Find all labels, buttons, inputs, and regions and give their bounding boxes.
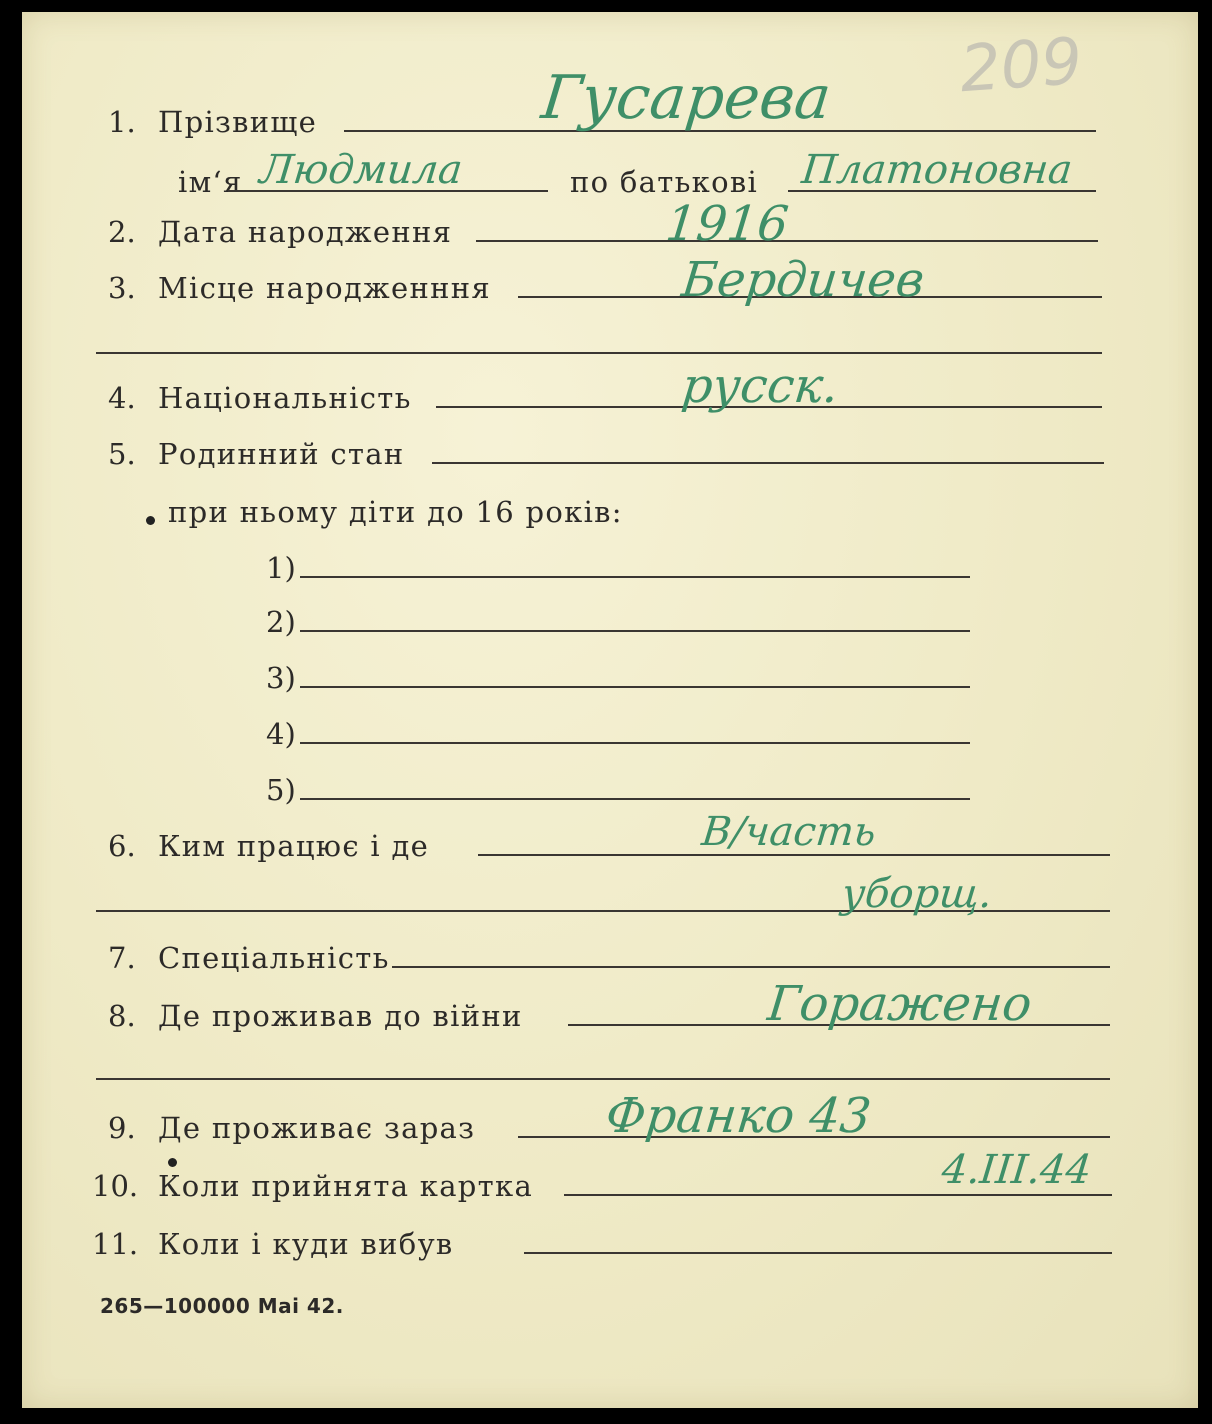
child-number: 2): [266, 605, 296, 639]
marital-status-line: [432, 462, 1104, 464]
surname-label: Прізвище: [158, 105, 318, 139]
prewar-residence-value: Горажено: [765, 976, 1035, 1032]
departed-line: [524, 1252, 1112, 1254]
birth-place-label: Місце народженння: [158, 271, 491, 305]
first-name-label: ім‘я: [178, 165, 243, 199]
birth-place-line-2: [96, 352, 1102, 354]
child-number: 1): [266, 551, 296, 585]
prewar-residence-line-2: [96, 1078, 1110, 1080]
field-number: 4.: [108, 381, 136, 415]
field-number: 7.: [108, 941, 136, 975]
child-line: [300, 686, 970, 688]
field-number: 11.: [92, 1227, 139, 1261]
child-line: [300, 630, 970, 632]
child-number: 5): [266, 773, 296, 807]
work-label: Ким працює і де: [158, 829, 430, 863]
patronymic-label: по батькові: [570, 165, 759, 199]
current-residence-value: Франко 43: [603, 1088, 874, 1144]
card-accepted-line: [564, 1194, 1112, 1196]
field-number: 6.: [108, 829, 136, 863]
departed-label: Коли і куди вибув: [158, 1227, 454, 1261]
child-line: [300, 798, 970, 800]
card-number-stamp: 209: [957, 24, 1085, 108]
specialty-line: [392, 966, 1110, 968]
current-residence-label: Де проживає зараз: [158, 1111, 476, 1145]
card-accepted-value: 4.III.44: [939, 1147, 1094, 1193]
print-code-footer: 265—100000 Mai 42.: [100, 1294, 344, 1318]
field-number: 5.: [108, 437, 136, 471]
birth-date-value: 1916: [663, 196, 792, 252]
marital-status-label: Родинний стан: [158, 437, 405, 471]
child-number: 4): [266, 717, 296, 751]
ink-dot: [146, 516, 155, 525]
card-accepted-label: Коли прийнята картка: [158, 1169, 534, 1203]
field-number: 2.: [108, 215, 136, 249]
nationality-value: русск.: [679, 358, 842, 414]
child-line: [300, 576, 970, 578]
work-value-line2: уборщ.: [839, 871, 995, 917]
surname-value: Гусарева: [538, 63, 835, 133]
field-number: 10.: [92, 1169, 139, 1203]
patronymic-value: Платоновна: [799, 147, 1075, 193]
specialty-label: Спеціальність: [158, 941, 390, 975]
birth-date-line: [476, 240, 1098, 242]
birth-date-label: Дата народження: [158, 215, 453, 249]
field-number: 8.: [108, 999, 136, 1033]
birth-place-value: Бердичев: [679, 252, 927, 308]
registration-card: [22, 12, 1198, 1408]
field-number: 1.: [108, 105, 136, 139]
field-number: 9.: [108, 1111, 136, 1145]
children-heading: при ньому діти до 16 років:: [168, 495, 623, 529]
prewar-residence-label: Де проживав до війни: [158, 999, 523, 1033]
child-line: [300, 742, 970, 744]
field-number: 3.: [108, 271, 136, 305]
first-name-value: Людмила: [257, 147, 465, 193]
ink-dot: [168, 1158, 177, 1167]
child-number: 3): [266, 661, 296, 695]
nationality-label: Національність: [158, 381, 412, 415]
work-value-line1: В/часть: [699, 809, 879, 855]
